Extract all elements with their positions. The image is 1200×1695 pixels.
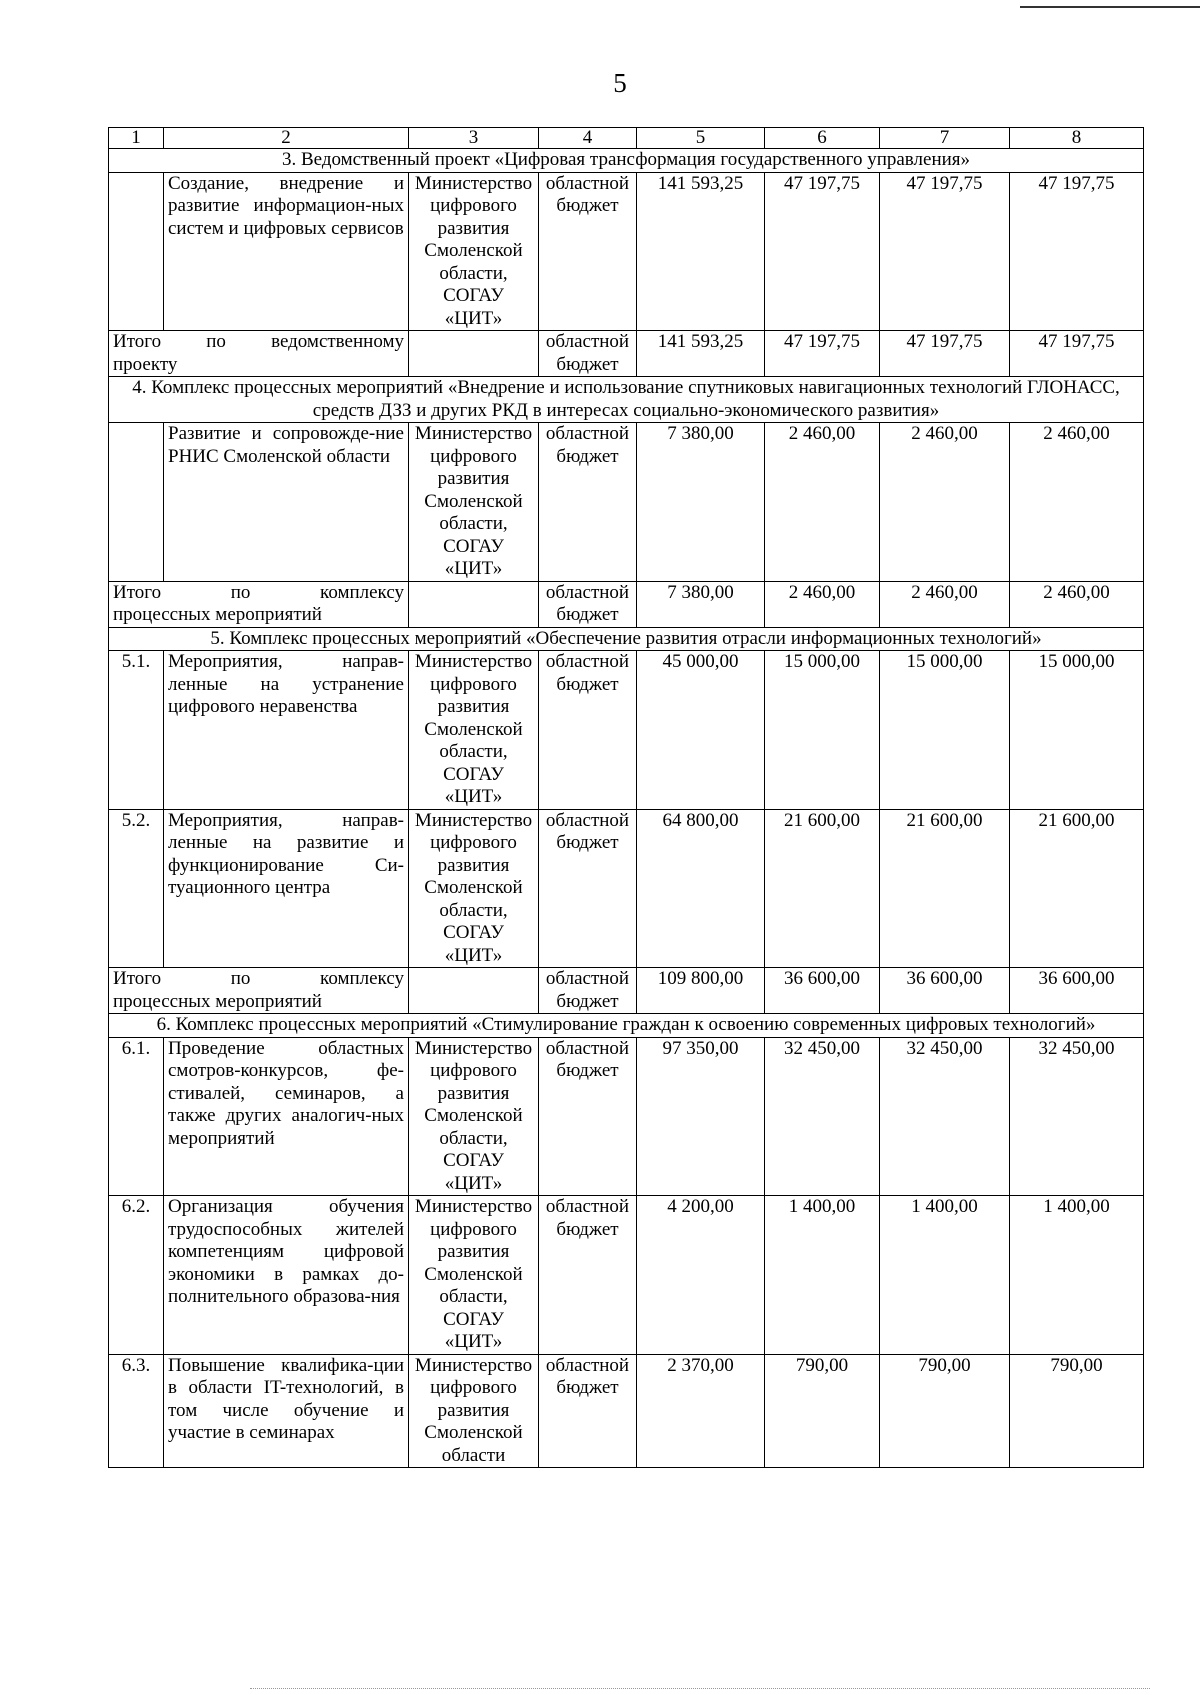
- row-value-col8: 47 197,75: [1010, 172, 1144, 331]
- row-number: [109, 423, 164, 582]
- total-value-col6: 2 460,00: [765, 581, 880, 627]
- row-number: 5.2.: [109, 809, 164, 968]
- section-title-row: [109, 627, 1144, 651]
- row-number: 6.1.: [109, 1037, 164, 1196]
- row-activity: Мероприятия, направ-ленные на развитие и функционирование Си-туационного центра: [164, 809, 409, 968]
- total-value-col5: 109 800,00: [637, 968, 765, 1014]
- total-label-rest: процессных мероприятий: [113, 604, 322, 625]
- table-row: [109, 651, 1144, 810]
- row-value-col7: 15 000,00: [880, 651, 1010, 810]
- row-activity: Организация обучения трудоспособных жителей компетенциям цифровой экономики в рамках до-полнительного образова-ния: [164, 1196, 409, 1355]
- header-row: [109, 128, 1144, 149]
- total-label-word: ведомственному: [271, 331, 404, 352]
- row-funding-source: областной бюджет: [539, 1354, 637, 1468]
- scan-edge-line: [1020, 6, 1200, 8]
- row-activity: Создание, внедрение и развитие информацион-ных систем и цифровых сервисов: [164, 172, 409, 331]
- total-funding-source: областной бюджет: [539, 968, 637, 1014]
- row-executor: Министерство цифрового развития Смоленской области, СОГАУ «ЦИТ»: [409, 423, 539, 582]
- total-value-col7: 2 460,00: [880, 581, 1010, 627]
- row-executor: Министерство цифрового развития Смоленской области, СОГАУ «ЦИТ»: [409, 172, 539, 331]
- total-value-col7: 36 600,00: [880, 968, 1010, 1014]
- section-title: 5. Комплекс процессных мероприятий «Обеспечение развития отрасли информационных технологий»: [109, 627, 1144, 651]
- row-value-col8: 1 400,00: [1010, 1196, 1144, 1355]
- row-funding-source: областной бюджет: [539, 1196, 637, 1355]
- row-value-col5: 45 000,00: [637, 651, 765, 810]
- row-value-col5: 7 380,00: [637, 423, 765, 582]
- total-label-word: Итого: [113, 581, 162, 603]
- row-number: 5.1.: [109, 651, 164, 810]
- row-value-col7: 32 450,00: [880, 1037, 1010, 1196]
- total-executor: [409, 331, 539, 377]
- section-title-row: [109, 149, 1144, 173]
- row-value-col6: 790,00: [765, 1354, 880, 1468]
- section-title-row: [109, 377, 1144, 423]
- total-label-word: Итого: [113, 331, 162, 352]
- row-value-col6: 2 460,00: [765, 423, 880, 582]
- table-row: [109, 423, 1144, 582]
- row-value-col8: 21 600,00: [1010, 809, 1144, 968]
- row-activity: Развитие и сопровожде-ние РНИС Смоленской области: [164, 423, 409, 582]
- table-row: [109, 1196, 1144, 1355]
- row-executor: Министерство цифрового развития Смоленской области, СОГАУ «ЦИТ»: [409, 1196, 539, 1355]
- row-value-col5: 141 593,25: [637, 172, 765, 331]
- row-value-col8: 15 000,00: [1010, 651, 1144, 810]
- total-label-word: Итого: [113, 968, 162, 989]
- row-value-col6: 21 600,00: [765, 809, 880, 968]
- row-number: 6.2.: [109, 1196, 164, 1355]
- section-title: 4. Комплекс процессных мероприятий «Внедрение и использование спутниковых навигационных технологий ГЛОНАСС, средств ДЗЗ и других РКД в интересах социально-экономического развития»: [109, 377, 1144, 423]
- header-cell: 7: [880, 128, 1010, 149]
- row-value-col7: 1 400,00: [880, 1196, 1010, 1355]
- row-value-col7: 47 197,75: [880, 172, 1010, 331]
- row-funding-source: областной бюджет: [539, 809, 637, 968]
- row-value-col7: 2 460,00: [880, 423, 1010, 582]
- total-value-col5: 7 380,00: [637, 581, 765, 627]
- row-executor: Министерство цифрового развития Смоленской области, СОГАУ «ЦИТ»: [409, 651, 539, 810]
- total-label-rest: процессных мероприятий: [113, 990, 322, 1012]
- row-value-col8: 2 460,00: [1010, 423, 1144, 582]
- total-label-word: по: [230, 968, 251, 989]
- header-cell: 3: [409, 128, 539, 149]
- row-funding-source: областной бюджет: [539, 172, 637, 331]
- header-cell: 8: [1010, 128, 1144, 149]
- header-cell: 5: [637, 128, 765, 149]
- total-label-word: по: [230, 581, 251, 603]
- header-cell: 6: [765, 128, 880, 149]
- total-row: [109, 331, 1144, 377]
- total-label: [109, 581, 409, 627]
- row-value-col6: 1 400,00: [765, 1196, 880, 1355]
- row-activity: Проведение областных смотров-конкурсов, фе-стивалей, семинаров, а также других аналогич-ных мероприятий: [164, 1037, 409, 1196]
- row-value-col6: 47 197,75: [765, 172, 880, 331]
- total-executor: [409, 581, 539, 627]
- table-row: [109, 809, 1144, 968]
- total-label: [109, 331, 409, 377]
- row-value-col6: 32 450,00: [765, 1037, 880, 1196]
- total-funding-source: областной бюджет: [539, 581, 637, 627]
- row-executor: Министерство цифрового развития Смоленской области: [409, 1354, 539, 1468]
- row-value-col8: 790,00: [1010, 1354, 1144, 1468]
- header-cell: 1: [109, 128, 164, 149]
- row-number: 6.3.: [109, 1354, 164, 1468]
- total-row: [109, 968, 1144, 1014]
- total-label-rest: проекту: [113, 353, 178, 375]
- total-executor: [409, 968, 539, 1014]
- total-label-word: комплексу: [320, 581, 404, 603]
- row-value-col5: 64 800,00: [637, 809, 765, 968]
- header-cell: 2: [164, 128, 409, 149]
- scan-bottom-dots: [250, 1688, 1150, 1689]
- total-value-col5: 141 593,25: [637, 331, 765, 377]
- row-value-col5: 97 350,00: [637, 1037, 765, 1196]
- page-number: 5: [613, 68, 627, 98]
- total-value-col8: 47 197,75: [1010, 331, 1144, 377]
- row-value-col5: 4 200,00: [637, 1196, 765, 1355]
- table-row: [109, 1037, 1144, 1196]
- section-title: 3. Ведомственный проект «Цифровая трансформация государственного управления»: [109, 149, 1144, 173]
- section-title-row: [109, 1014, 1144, 1038]
- total-funding-source: областной бюджет: [539, 331, 637, 377]
- total-value-col8: 36 600,00: [1010, 968, 1144, 1014]
- row-funding-source: областной бюджет: [539, 423, 637, 582]
- budget-table: [108, 127, 1144, 1468]
- row-value-col6: 15 000,00: [765, 651, 880, 810]
- row-value-col7: 21 600,00: [880, 809, 1010, 968]
- row-executor: Министерство цифрового развития Смоленской области, СОГАУ «ЦИТ»: [409, 809, 539, 968]
- row-value-col5: 2 370,00: [637, 1354, 765, 1468]
- header-cell: 4: [539, 128, 637, 149]
- total-value-col6: 47 197,75: [765, 331, 880, 377]
- row-value-col7: 790,00: [880, 1354, 1010, 1468]
- total-label-word: комплексу: [320, 968, 404, 989]
- row-funding-source: областной бюджет: [539, 651, 637, 810]
- total-label-word: по: [206, 331, 226, 352]
- row-activity: Повышение квалифика-ции в области IT-технологий, в том числе обучение и участие в семинарах: [164, 1354, 409, 1468]
- table-row: [109, 1354, 1144, 1468]
- total-label: [109, 968, 409, 1014]
- row-number: [109, 172, 164, 331]
- total-value-col7: 47 197,75: [880, 331, 1010, 377]
- section-title: 6. Комплекс процессных мероприятий «Стимулирование граждан к освоению современных цифровых технологий»: [109, 1014, 1144, 1038]
- row-executor: Министерство цифрового развития Смоленской области, СОГАУ «ЦИТ»: [409, 1037, 539, 1196]
- total-row: [109, 581, 1144, 627]
- total-value-col6: 36 600,00: [765, 968, 880, 1014]
- table-row: [109, 172, 1144, 331]
- row-funding-source: областной бюджет: [539, 1037, 637, 1196]
- row-activity: Мероприятия, направ-ленные на устранение цифрового неравенства: [164, 651, 409, 810]
- total-value-col8: 2 460,00: [1010, 581, 1144, 627]
- row-value-col8: 32 450,00: [1010, 1037, 1144, 1196]
